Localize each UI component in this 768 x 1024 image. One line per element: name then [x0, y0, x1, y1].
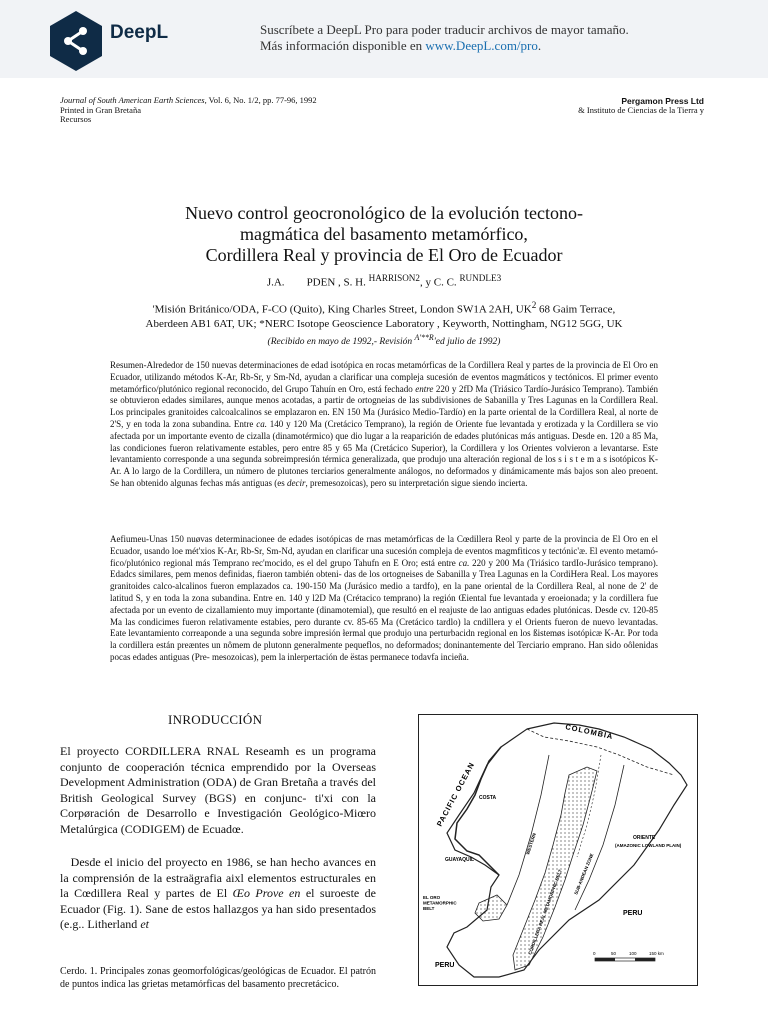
abs1-b: 220 y 2fD Ma (Triásico Tardío-Jurásico Temprano). También se obtuvieron edades similares, aunque menos acotadas, a partir de ortogneias de las subdivisiones de Sabanilla y Tres Lagunas en la Cordillera Real. Los principales granitoides calcoalcalinos se emplazaron en. EN 150 Ma (Jurásico Medio-Tardío) en la parte oriental de la Cordillera Real, al norte de 2'S, y en toda la zona subandina. Entre [110, 383, 658, 429]
journal-volume: , Vol. 6, No. 1/2, pp. 77-96, 1992 [204, 95, 317, 105]
intro2-b: el suroeste de Ecuador (Fig. 1). Sane de estos hallazgos ya han sido presentados (e.g.. Litherland [60, 886, 376, 931]
intro2-italic: Œo Prove en [232, 886, 301, 900]
abs2-a: Aefiumeu-Unas 150 nuøvas determinacionee de edades isotópicas de rnas metamórficas de la Cœdillera Reol y parte de la provincia de El Oro en el Ecuador, usando loe mét'xios K-Ar, Rb-Sr, Sm-Nd, ayudan en clarificar una sucesión compleja de eventos magmfiticos y tectónic'æ. El evento metamó-fico/plutónico regional más Temprano rec'mocido, es el del grupo Tahufn en E Oro; está entre [110, 534, 658, 568]
affil-line-1 [100, 298, 668, 317]
promo-suffix: . [537, 38, 542, 53]
scale-bar [593, 951, 664, 961]
abs1-e: , premesozoicas), pero su interpretación sigue siendo incierta. [305, 477, 528, 488]
abs2-ca: ca. [458, 557, 470, 568]
el-oro-line-1: EL ORO [423, 895, 441, 900]
abs1-entre: entre [415, 383, 434, 394]
el-oro-line-2: METAMORPHIC [423, 900, 457, 906]
affil-line-2: Aberdeen AB1 6AT, UK; *NERC Isotope Geoscience Laboratory , Keyworth, Nottingham, NG12 5GG, UK [145, 317, 623, 330]
abs1-a: Resumen-Alrededor de 150 nuevas determinaciones de edad isotópica en rocas metamórficas de la Cordillera Real y partes de la provincia de El Oro en Ecuador, utilizando métodos K-Ar, Rb-Sr, y Sm-Nd, ayudan a clarificar una compleja sucesión de eventos magmáticos y tectónicos. El primer evento metamórfico/plutónico regional reconocido, del Grupo Tahuín en Oro, está fechado [110, 360, 658, 394]
scale-100: 100 [629, 951, 637, 956]
abstract-paragraph-1 [110, 360, 658, 490]
authors [100, 273, 668, 289]
received-date [100, 333, 668, 347]
author-3: RUNDLE3 [459, 273, 502, 283]
author-initials: J.A. [266, 276, 285, 289]
label-cordillera-real: CORDILLERA REAL METAMORPHIC BELT [527, 868, 563, 956]
abs1-decir: decir [286, 477, 306, 488]
section-heading-intro: INRODUCCIÓN [168, 712, 263, 727]
label-sub-andean: SUB-ANDEAN ZONE [573, 852, 595, 896]
author-1: PDEN , S. H. [306, 276, 366, 289]
received-sup: A'**R [414, 333, 434, 342]
el-oro-belt [475, 895, 507, 921]
label-costa: COSTA [479, 795, 497, 801]
label-colombia: COLOMBIA [564, 722, 615, 742]
deepl-logo-text[interactable]: DeepL [110, 22, 169, 43]
publisher-name: Pergamon Press Ltd [621, 96, 704, 106]
received-a: (Recibido en mayo de 1992,- Revisión [267, 337, 415, 348]
label-el-oro [423, 895, 458, 911]
abs1-d: isotópicos K-Ar. A lo largo de la Cordillera, un número de plutones terciarios generalmente análogos, no deformados y dinámicamente más bajos son aleo preoent. Se han obtenido algunas fechas más antiguas (es [110, 454, 659, 488]
affil-2: 68 Gaim Terrace, [536, 303, 616, 316]
ecuador-map [419, 715, 697, 985]
affiliations [100, 298, 668, 331]
abs1-sistemas: s i s t e m a s [558, 454, 607, 465]
deepl-banner [0, 0, 768, 78]
promo-prefix: Más información disponible en [260, 38, 426, 53]
intro2-a: Desde el inicio del proyecto en 1986, se han hecho avances en la comprensión de la estraägrafia aixl elementos estructurales en la Cœdillera Real y partes de El [60, 855, 376, 900]
label-peru-south: PERU [435, 962, 455, 969]
deepl-pro-link[interactable]: www.DeepL.com/pro [425, 38, 538, 53]
publisher-line-2: & Instituto de Ciencias de la Tierra y [578, 105, 704, 115]
author-join: , y C. C. [420, 276, 457, 289]
author-2: HARRISON2 [368, 273, 420, 283]
label-guayaquil: GUAYAQUIL [445, 857, 475, 863]
label-western: WESTERN [525, 832, 537, 856]
journal-line-3: Recursos [60, 114, 92, 124]
label-oriente: ORIENTE [633, 835, 656, 841]
figure-caption: Cerdo. 1. Principales zonas geomorfológicas/geológicas de Ecuador. El patrón de puntos indica las grietas metamórficas del basamento precretácico. [60, 966, 376, 990]
intro2-et: et [140, 917, 149, 931]
publisher [578, 97, 704, 115]
journal-line-2: Printed in Gran Bretaña [60, 104, 141, 115]
ecuador-map-figure [418, 714, 698, 986]
deepl-logo-icon[interactable] [48, 9, 104, 73]
promo-line-1: Suscríbete a DeepL Pro para poder traducir archivos de mayor tamaño. [260, 22, 629, 37]
affil-1: 'Misión Británico/ODA, F-CO (Quito), King Charles Street, London SW1A 2AH, UK [152, 303, 532, 316]
article-title [100, 203, 668, 266]
journal-reference [60, 96, 317, 125]
promo-text [260, 22, 629, 54]
label-amazonic-plain: (AMAZONIC LOWLAND PLAIN) [615, 843, 682, 848]
received-b: 'ed julio de 1992) [433, 337, 501, 348]
scale-150: 150 km [649, 951, 664, 956]
label-peru-east: PERU [623, 910, 643, 917]
abs2-b: 220 y 200 Ma (Triásico tardIo-Jurásico temprano). Edadcs similares, pem menos definidas, fiaeron también obteni- das de los ortogneises de Sabanilla y Trea Lagunas en la CordiHera Real. Los mayores granitoides calco-alcalinos fueron emplazados ca. 190-150 Ma (Jurásico medio a tardfo), en la pane oriental de la Cordillera Real, al none de 2' de latitud S, y en toda la zona subandina. Entre en. 140 y l2D Ma (Crétacico temprano) la región Œiental fue levantada y eroeionada; y la cordillera fue afectada por un evento de cizallamiento muy importante (dinamotemial), que resultó en el reajuste de lao antiguas edades plutónicas. Desde cv. 120-85 Ma las condicimes fueron relativamente estabies, pero durante cv. 85-65 Ma (Cretácico tardlo) la cndillera y el Orients fueron de nuevo levantadas. Eate levantamiento correaponde a una segunda sobre impresión łermal que produjo una perturbacidn regional en los ßistemøs isotópicæ K-Ar. Por toda la cordillera están preæntes un nômem de plutonn generalmente pequeflos, no deformados; doninantemente del Terciario emprano. Han sido oôlenidas pocas edades antiguas (Pre- mesozoicas), pem la inlerpertación de ëstas permanece todavfa incieña. [110, 557, 658, 662]
abstract-paragraph-2 [110, 534, 658, 664]
el-oro-line-3: BELT [423, 906, 435, 911]
title-line-1: Nuevo control geocronológico de la evolución tectono- [185, 203, 583, 223]
abs1-c: 140 y 120 Ma (Cretácico Temprano), la región de Oriente fue levantada y erotizada y la Cordillera se vio afectada por un importante evento de cizalla (dinamotérmico) que dio lugar a la reaparición de edades plutónicas más antiguas. Desde en. 120 a 85 Ma, las condiciones fueron relativamente estables, pero entre 85 y 65 Ma (Cretácico Superior), la Cordillera y los Orientes volvieron a levantarse. Este levantamiento corresponde a una segunda sobreimpresión térmica generalizada, que produjo una alteración regional de los [110, 418, 659, 465]
scale-0: 0 [593, 951, 596, 956]
journal-name: Journal of South American Earth Sciences [60, 95, 205, 105]
intro-paragraph-2 [60, 855, 376, 933]
scale-50: 50 [611, 951, 617, 956]
abs1-ca: ca. [256, 418, 267, 429]
title-line-2: magmática del basamento metamórfico, [240, 224, 528, 244]
title-line-3: Cordillera Real y provincia de El Oro de Ecuador [205, 245, 563, 265]
intro-paragraph-1: El proyecto CORDILLERA RNAL Reseamh es un programa conjunto de cooperación técnica emprendido por la Overseas Development Administration (ODA) de Gran Bretaña a través del British Geological Survey (BGS) en conjunc- ti'xi con la Corpøración de Desarrollo e Investigación Geológico-Miœro Metalúrgica (CODIGEM) de Ecuadœ. [60, 744, 376, 836]
promo-line-2 [260, 38, 629, 54]
affil-sup: 2 [531, 300, 537, 310]
label-pacific-ocean: PACIFIC OCEAN [434, 760, 477, 828]
